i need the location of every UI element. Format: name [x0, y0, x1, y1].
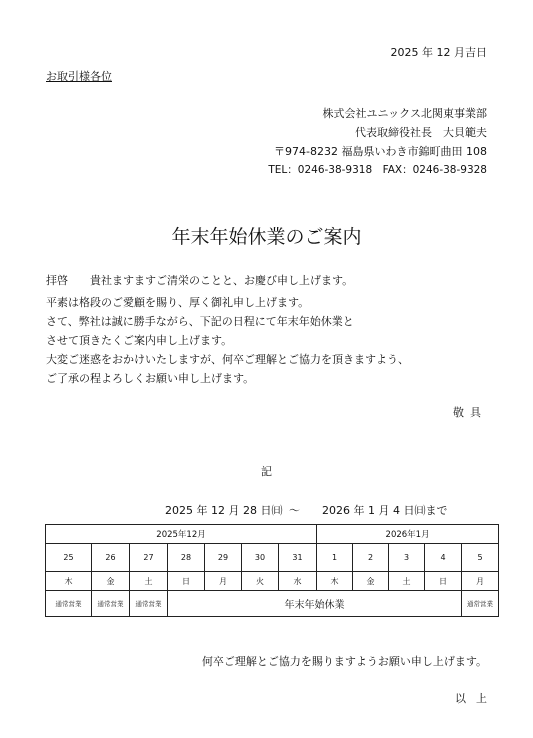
- period-separator: ～: [289, 504, 300, 517]
- body-line: させて頂きたくご案内申し上げます。: [46, 334, 233, 347]
- month-header-jan: 2026年1月: [317, 525, 499, 544]
- day-cell: 4: [425, 544, 462, 572]
- weekday-cell: 金: [92, 572, 130, 591]
- addressee: お取引様各位: [46, 70, 112, 83]
- weekday-cell: 火: [242, 572, 279, 591]
- period-end: 2026 年 1 月 4 日㈰まで: [322, 504, 448, 517]
- day-cell: 25: [46, 544, 92, 572]
- day-cell: 28: [168, 544, 205, 572]
- month-header-dec: 2025年12月: [46, 525, 317, 544]
- holiday-calendar-table: [45, 524, 499, 617]
- weekday-cell: 木: [46, 572, 92, 591]
- weekday-cell: 土: [130, 572, 168, 591]
- status-closed-cell: 年末年始休業: [168, 591, 462, 617]
- sender-company: 株式会社ユニックス北関東事業部: [322, 107, 487, 120]
- weekday-cell: 月: [462, 572, 499, 591]
- status-open-cell: 通常営業: [46, 591, 92, 617]
- weekday-cell: 金: [353, 572, 389, 591]
- day-cell: 2: [353, 544, 389, 572]
- sender-representative: 代表取締役社長 大貝範夫: [355, 126, 487, 139]
- day-cell: 31: [279, 544, 317, 572]
- weekday-cell: 土: [389, 572, 425, 591]
- weekday-cell: 水: [279, 572, 317, 591]
- weekday-cell: 月: [205, 572, 242, 591]
- document-title: 年末年始休業のご案内: [171, 226, 362, 248]
- day-cell: 29: [205, 544, 242, 572]
- status-open-cell: 通常営業: [130, 591, 168, 617]
- sender-contact: TEL：0246-38-9318 FAX：0246-38-9328: [268, 164, 487, 176]
- day-cell: 27: [130, 544, 168, 572]
- day-cell: 26: [92, 544, 130, 572]
- period-start: 2025 年 12 月 28 日㈰: [165, 504, 283, 517]
- closing-request: 何卒ご理解とご協力を賜りますようお願い申し上げます。: [201, 655, 487, 668]
- day-cell: 30: [242, 544, 279, 572]
- body-line: ご了承の程よろしくお願い申し上げます。: [46, 372, 255, 385]
- weekday-cell: 日: [425, 572, 462, 591]
- sender-address: 〒974-8232 福島県いわき市錦町曲田 108: [274, 145, 487, 158]
- day-cell: 3: [389, 544, 425, 572]
- status-open-cell: 通常営業: [462, 591, 499, 617]
- closing-salutation: 敬具: [453, 406, 487, 419]
- ijo-end-mark: 以上: [455, 692, 497, 705]
- body-line: 大変ご迷惑をおかけいたしますが、何卒ご理解とご協力を頂きますよう、: [46, 353, 409, 366]
- body-line: 拝啓 貴社ますますご清栄のことと、お慶び申し上げます。: [46, 274, 354, 287]
- day-cell: 1: [317, 544, 353, 572]
- status-open-cell: 通常営業: [92, 591, 130, 617]
- day-cell: 5: [462, 544, 499, 572]
- body-line: さて、弊社は誠に勝手ながら、下記の日程にて年末年始休業と: [46, 315, 354, 328]
- ki-heading: 記: [261, 465, 272, 478]
- weekday-cell: 日: [168, 572, 205, 591]
- issue-date: 2025 年 12 月吉日: [390, 46, 487, 59]
- weekday-cell: 木: [317, 572, 353, 591]
- body-line: 平素は格段のご愛顧を賜り、厚く御礼申し上げます。: [46, 296, 310, 309]
